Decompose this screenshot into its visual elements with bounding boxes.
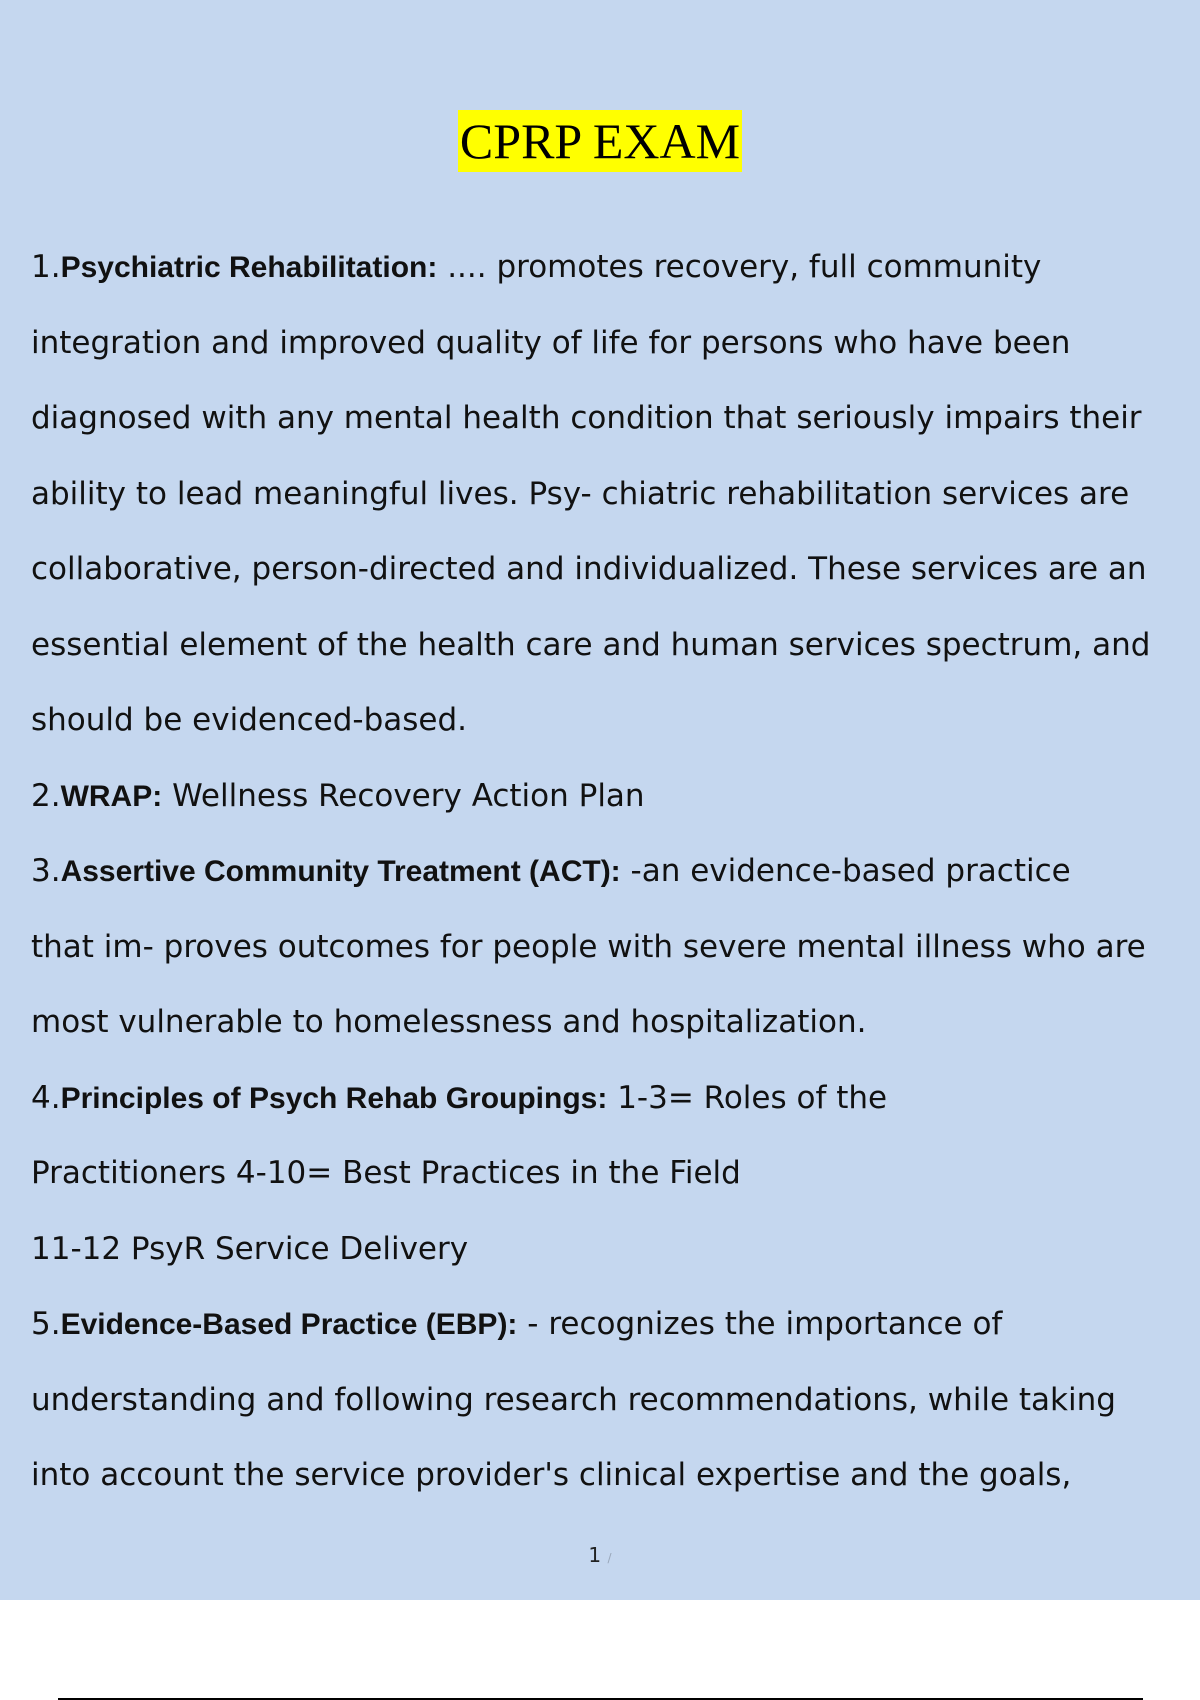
item-text-line: integration and improved quality of life for persons who have been (31, 324, 1071, 361)
item-text-line: that im- proves outcomes for people with severe mental illness who are (31, 928, 1146, 965)
definition-item-2 (31, 759, 1196, 835)
document-body (31, 230, 1196, 1514)
definition-item-5 (31, 1287, 1196, 1514)
item-term: Assertive Community Treatment (ACT): (60, 855, 621, 888)
item-text-line: collaborative, person-directed and individualized. These services are an (31, 551, 1147, 587)
item-text-line: most vulnerable to homelessness and hospitalization. (31, 1004, 867, 1040)
page-number-value: 1 (588, 1543, 602, 1567)
item-text-line: into account the service provider's clinical expertise and the goals, (31, 1457, 1072, 1493)
definition-item-1 (31, 230, 1196, 759)
definition-item-4 (31, 1061, 1196, 1288)
item-text-line: essential element of the health care and human services spectrum, and (31, 626, 1151, 663)
item-term: Evidence-Based Practice (EBP): (60, 1308, 518, 1341)
title-container (0, 110, 1200, 172)
item-number: 3. (31, 853, 61, 889)
item-number: 5. (31, 1306, 61, 1342)
item-text-line: -an evidence-based practice (620, 853, 1071, 889)
item-text-line: ability to lead meaningful lives. Psy- chiatric rehabilitation services are (31, 475, 1130, 512)
item-text-line: 1-3= Roles of the (607, 1079, 888, 1116)
item-number: 2. (31, 777, 61, 814)
item-text-line: should be evidenced-based. (31, 702, 467, 738)
item-text-line: Wellness Recovery Action Plan (162, 777, 645, 814)
page-number (0, 1540, 1200, 1573)
item-term: Psychiatric Rehabilitation: (60, 251, 438, 284)
item-text-line: Practitioners 4-10= Best Practices in the Field (31, 1155, 741, 1191)
document-title: CPRP EXAM (458, 110, 742, 172)
item-number: 4. (31, 1079, 61, 1116)
item-term: Principles of Psych Rehab Groupings: (60, 1081, 608, 1115)
item-number: 1. (31, 249, 61, 285)
item-text-line: understanding and following research recommendations, while taking (31, 1381, 1116, 1418)
page-number-suffix: / (607, 1551, 612, 1565)
definition-item-3 (31, 834, 1196, 1061)
item-text-line: .... promotes recovery, full community (437, 249, 1042, 285)
item-term: WRAP: (60, 779, 163, 813)
item-text-line: 11-12 PsyR Service Delivery (31, 1230, 469, 1267)
item-text-line: - recognizes the importance of (517, 1306, 1003, 1342)
item-text-line: diagnosed with any mental health condition that seriously impairs their (31, 400, 1142, 436)
